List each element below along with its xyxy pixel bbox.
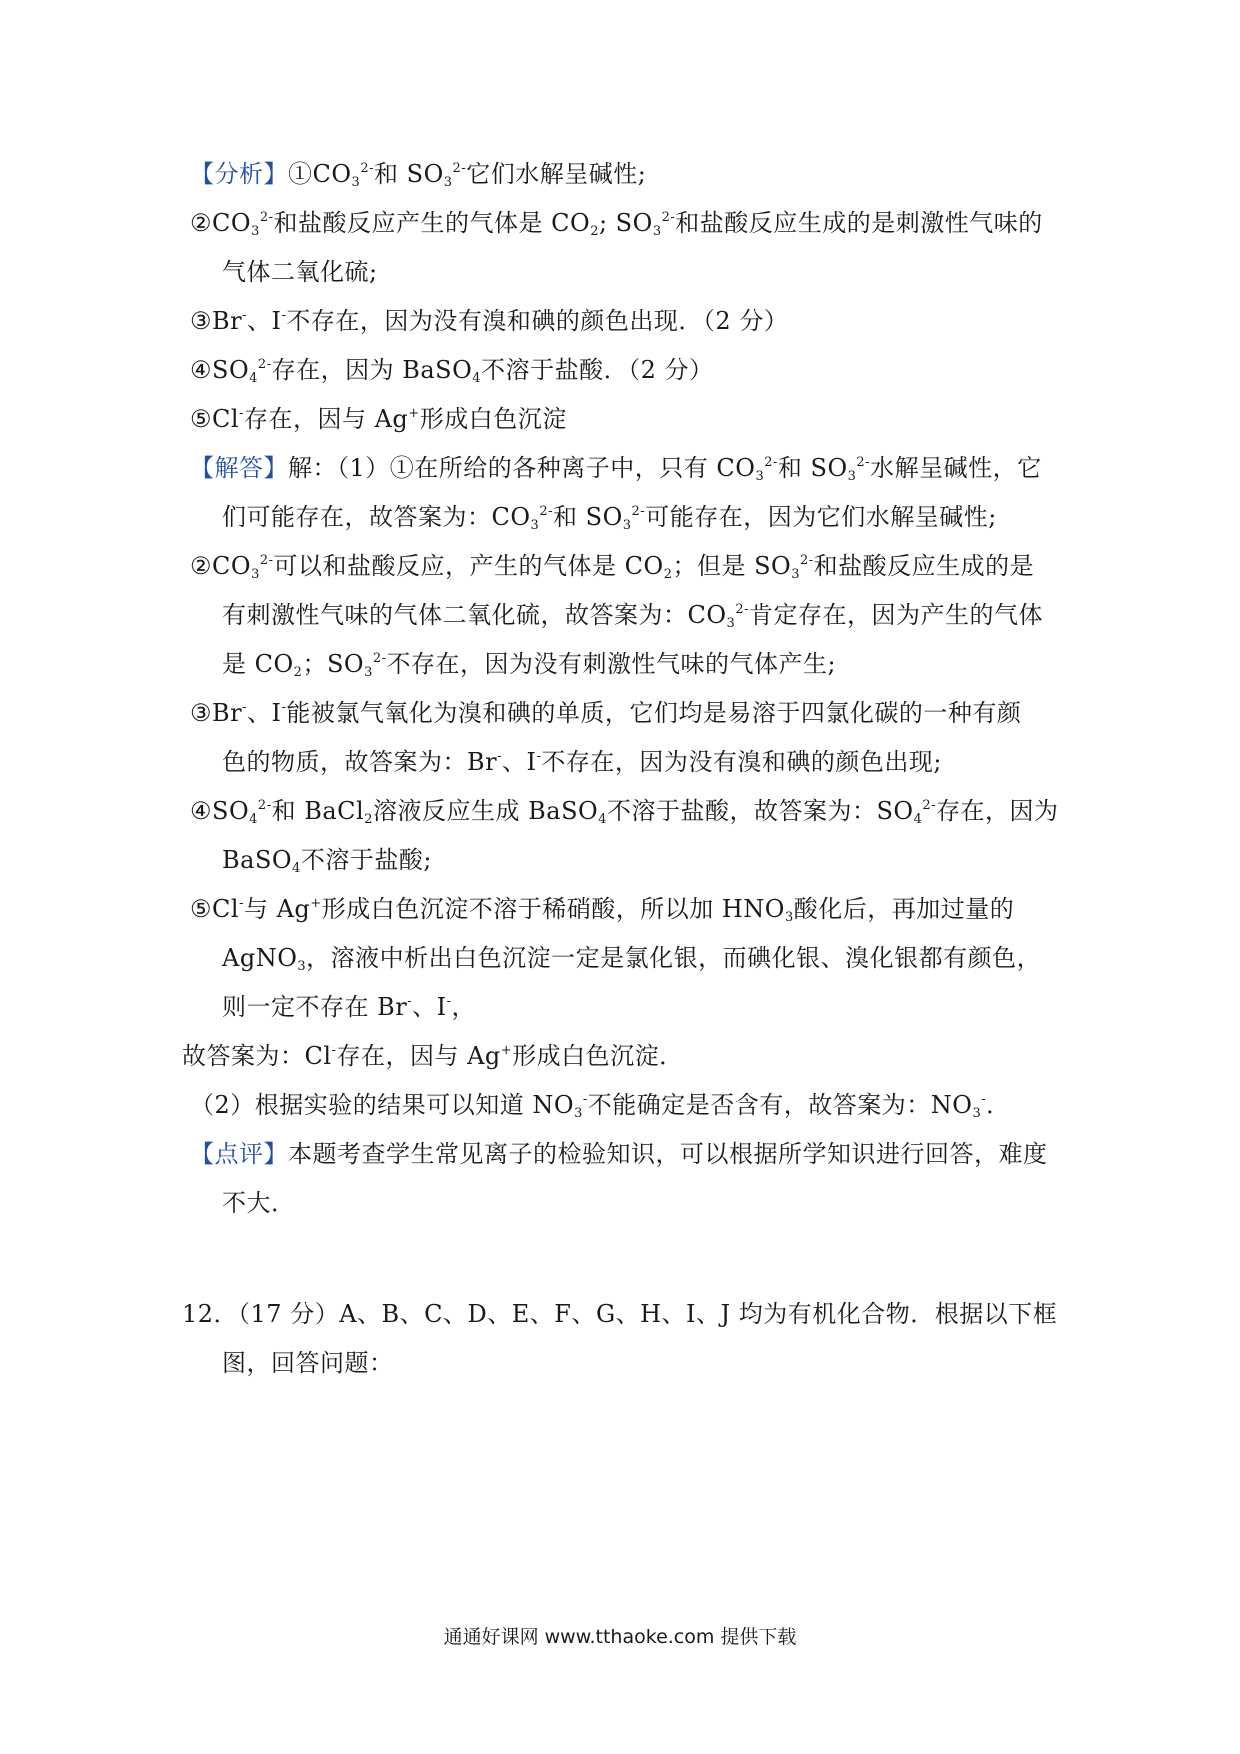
answer-line-9: BaSO$_4$不溶于盐酸; [222,846,432,876]
answer-line-2: 们可能存在，故答案为：$CO_3^{2-}$和 $SO_3^{2-}$可能存在，因为它们水解呈碱性; [222,503,997,533]
comment-line-1: 【点评】本题考查学生常见离子的检验知识，可以根据所学知识进行回答，难度 [190,1140,1048,1168]
analysis-tag: 【分析】 [190,160,288,188]
analysis-line-5: $④SO_4^{2-}$存在，因为 BaSO$_4$不溶于盐酸．（2 分） [190,356,714,386]
comment-tag: 【点评】 [190,1140,288,1168]
answer-line-7: 色的物质，故答案为：Br-、I-不存在，因为没有溴和碘的颜色出现; [222,748,942,776]
question-12-line-1: 12．（17 分）A、B、C、D、E、F、G、H、I、J 均为有机化合物．根据以下框 [182,1300,1058,1328]
analysis-line-2: $②CO_3^{2-}$和盐酸反应产生的气体是 $CO_2$; $SO_3^{2-}$和盐酸反应生成的是刺激性气味的 [190,209,1043,239]
answer-line-11: AgNO$_3$，溶液中析出白色沉淀一定是氯化银，而碘化银、溴化银都有颜色， [222,944,1042,974]
answer-line-8: $④SO_4^{2-}$和 BaCl$_2$溶液反应生成 BaSO$_4$不溶于盐酸，故答案为：$SO_4^{2-}$存在，因为 [190,797,1059,827]
answer-line-1: 【解答】解：（1）①在所给的各种离子中，只有 $CO_3^{2-}$和 $SO_3^{2-}$水解呈碱性，它 [190,454,1042,484]
answer-line-13: 故答案为：Cl-存在，因与 Ag+形成白色沉淀． [182,1042,684,1070]
page-footer: 通通好课网 www.tthaoke.com 提供下载 [443,1626,797,1648]
answer-tag: 【解答】 [190,454,288,482]
answer-line-4: 有刺激性气味的气体二氧化硫，故答案为：$CO_3^{2-}$肯定存在，因为产生的气体 [222,601,1043,631]
answer-line-10: ⑤Cl-与 Ag+形成白色沉淀不溶于稀硝酸，所以加 $HNO_3$酸化后，再加过量的 [190,895,1015,925]
analysis-line-4: ③Br-、I-不存在，因为没有溴和碘的颜色出现．（2 分） [190,307,789,335]
solution-content [182,150,1060,1388]
answer-line-14: （2）根据实验的结果可以知道 $NO_3^-$不能确定是否含有，故答案为：$NO_3^-$． [190,1091,1011,1121]
analysis-line-1: 【分析】$①CO_3^{2-}$和 $SO_3^{2-}$它们水解呈碱性; [190,160,647,190]
answer-line-6: ③Br-、I-能被氯气氧化为溴和碘的单质，它们均是易溶于四氯化碳的一种有颜 [190,699,1022,727]
section-gap [190,1228,1060,1290]
question-12-line-2: 图，回答问题： [222,1349,394,1377]
analysis-line-6: ⑤Cl-存在，因与 Ag+形成白色沉淀 [190,405,567,433]
answer-line-5: 是 $CO_2$；$SO_3^{2-}$不存在，因为没有刺激性气味的气体产生; [222,650,837,680]
comment-line-2: 不大． [222,1189,296,1217]
analysis-line-3: 气体二氧化硫; [222,258,378,286]
answer-line-3: $②CO_3^{2-}$可以和盐酸反应，产生的气体是 $CO_2$；但是 $SO_3^{2-}$和盐酸反应生成的是 [190,552,1035,582]
answer-line-12: 则一定不存在 Br-、I-， [222,993,477,1021]
